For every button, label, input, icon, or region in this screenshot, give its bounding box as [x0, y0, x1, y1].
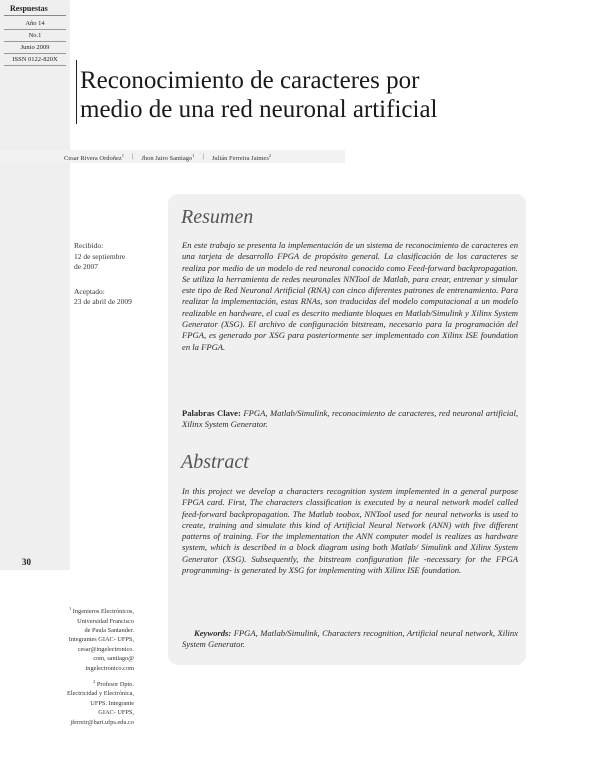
- journal-year: Año 14: [4, 18, 66, 30]
- paper-title: [80, 66, 540, 124]
- footnote-1: $^1$ Ingenieros Electrónicos, Universidad Francisco de Paula Santander. Integrantes GIAC- UFPS, cesar@ingelectronico. com, santiago@ ingelectronico.com: [68, 606, 134, 672]
- author-list: [64, 153, 344, 162]
- keywords-list: FPGA, Matlab/Simulink, Characters recognition, Artificial neural network, Xilinx System Generator.: [182, 628, 518, 650]
- author: Jhon Jairo Santiago$^1$: [141, 153, 195, 163]
- resumen-body: En este trabajo se presenta la implementación de un sistema de reconocimiento de caracteres en una tarjeta de desarrollo FPGA de propósito general. La clasificación de los caracteres se realiza por medio de un modelo de red neuronal conocido como Feed-forward backpropagation. Se utiliza la herramienta de redes neuronales NNTool de Matlab, para crear, entrenar y simular este tipo de Red Neuronal Artificial (RNA) con cinco diferentes patrones de entrenamiento. Para realizar la implementación, estas RNAs, son traducidas del modelo computacional a un modelo realizable en hardware, el cual es descrito mediante bloques en Matlab/Simulink y Xilinx System Generator (XSG). El archivo de configuración bitstream, necesario para la programación del FPGA, es generado por XSG para posteriormente ser implementado con Xilinx ISE foundation en la FPGA.: [182, 240, 518, 352]
- journal-issn: ISSN 0122-820X: [4, 54, 66, 66]
- accepted-label: Aceptado:: [74, 286, 105, 296]
- author: Julián Ferreira Jaimes$^2$: [211, 153, 272, 163]
- author-separator: |: [132, 153, 134, 160]
- journal-masthead: [4, 4, 66, 66]
- palabras-clave-list: FPGA, Matlab/Simulink, reconocimiento de caracteres, red neuronal artificial, Xilinx System Generator.: [182, 408, 519, 430]
- received-date-line-2: de 2007: [74, 262, 98, 271]
- submission-dates: [74, 241, 164, 308]
- footnote-2: $^2$ Profesor Dpto. Electricidad y Electrónica, UFPS. Integrante GIAC- UFPS, jferreir@bari.ufps.edu.co: [67, 678, 134, 726]
- accepted-date: 23 de abril de 2009: [74, 297, 132, 306]
- palabras-clave: [182, 408, 518, 431]
- author: Cesar Rivera Ordoñez$^1$: [64, 153, 125, 163]
- received-date-line-1: 12 de septiembre: [74, 251, 126, 261]
- title-line-1: Reconocimiento de caracteres por: [80, 67, 420, 94]
- palabras-clave-label: Palabras Clave:: [182, 408, 241, 418]
- keywords-label: Keywords:: [194, 628, 232, 638]
- journal-name: Respuestas: [4, 4, 66, 16]
- journal-number: No.1: [4, 30, 66, 42]
- author-separator: |: [202, 153, 204, 160]
- keywords: [182, 628, 518, 651]
- page-number: 30: [22, 557, 31, 567]
- left-margin-band: [0, 0, 70, 570]
- abstract-heading: Abstract: [181, 451, 249, 473]
- received-label: Recibido:: [74, 241, 104, 250]
- author-footnotes: [46, 604, 134, 727]
- title-line-2: medio de una red neuronal artificial: [80, 96, 438, 123]
- abstract-body: In this project we develop a characters recognition system implemented in a general purpose FPGA card. First, The characters classification is executed by a neural network model called feed-forward backpropagation. The Matlab toobox, NNTool used for neural networks is used to create, training and simulate this kind of Artificial Neural Network (ANN) with five different patterns of training. For the implementation the ANN computer model is realizes as hardware system, which is described in a block diagram using both Matlab/ Simulink and Xilinx System Generator (XSG). Subsequently, the bitstream configuration file -necessary for the FPGA programming- is generated by XSG for implementing with Xilinx ISE foundation.: [182, 486, 518, 576]
- journal-date: Junio 2009: [4, 42, 66, 54]
- resumen-heading: Resumen: [181, 206, 254, 228]
- title-rule: [76, 60, 77, 124]
